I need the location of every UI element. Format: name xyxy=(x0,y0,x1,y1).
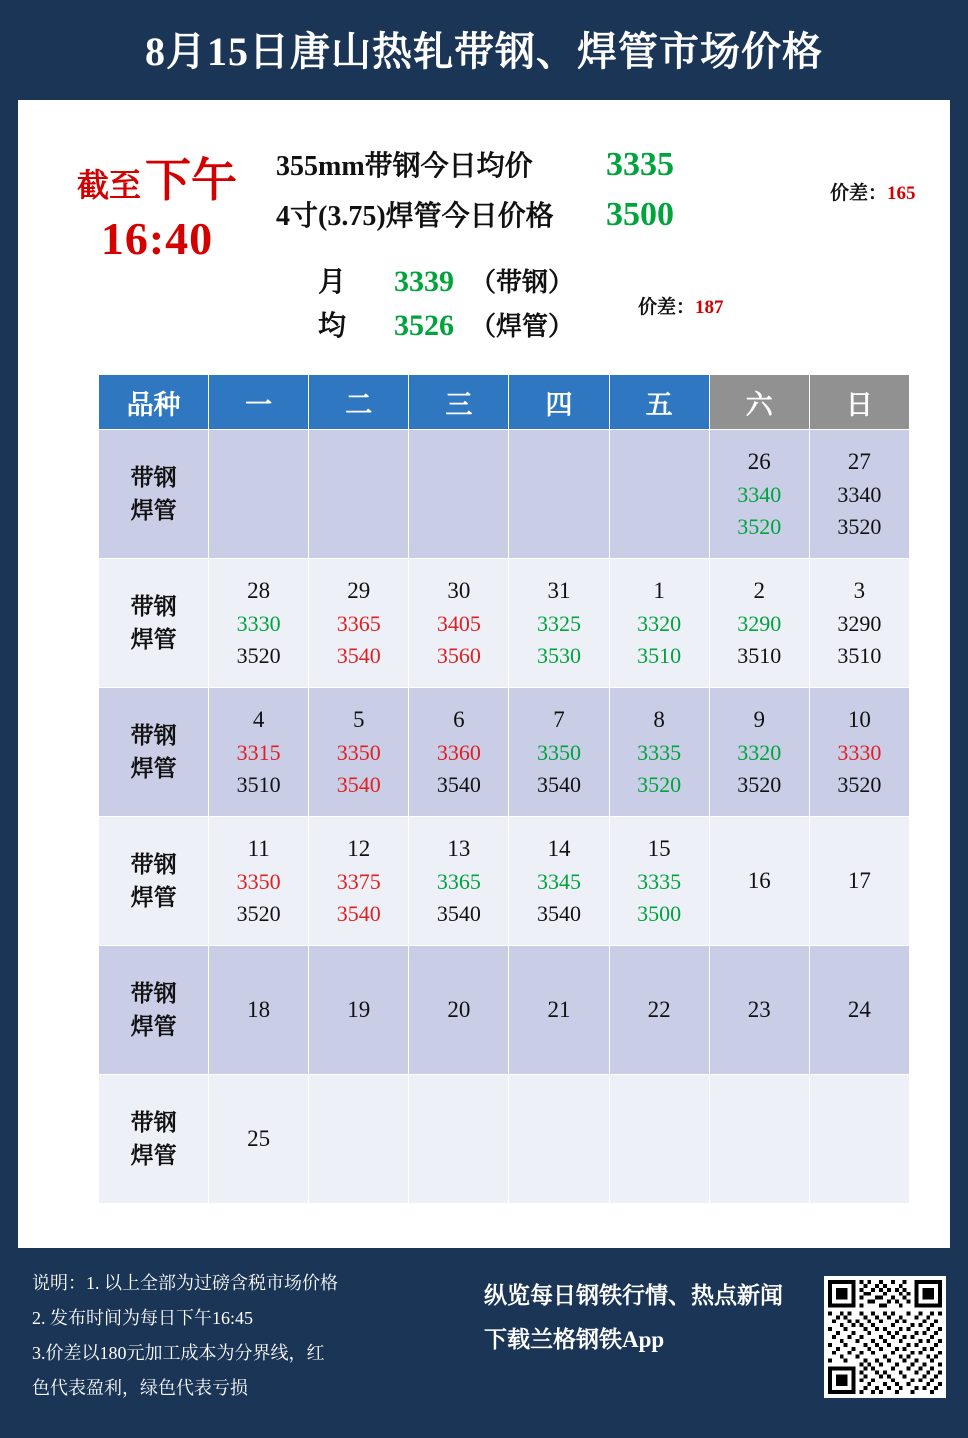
price-calendar-table xyxy=(98,374,910,1204)
cell-pipe-price: 3540 xyxy=(436,771,481,797)
cell-strip-price: 3350 xyxy=(537,739,581,765)
cell-pipe-price: 3500 xyxy=(637,900,682,926)
cell-pipe-price: 3510 xyxy=(236,771,281,797)
cell-day: 6 xyxy=(453,707,465,733)
price-cell xyxy=(609,430,709,559)
price-cell xyxy=(609,688,709,817)
cell-day: 29 xyxy=(347,578,371,604)
cell-day: 13 xyxy=(447,836,471,862)
table-row xyxy=(99,430,910,559)
price-cell xyxy=(309,1075,409,1204)
cell-strip-price: 3335 xyxy=(637,868,682,894)
today-price-rows xyxy=(276,144,836,244)
cell-strip-price: 3290 xyxy=(837,610,882,636)
price-cell xyxy=(609,946,709,1075)
footer-notes xyxy=(32,1266,502,1406)
summary-block xyxy=(18,100,950,352)
cell-strip-price: 3340 xyxy=(737,481,782,507)
price-cell xyxy=(809,817,909,946)
monthly-average-strip-unit: （带钢） xyxy=(470,268,575,297)
price-cell xyxy=(809,430,909,559)
cell-strip-price: 3405 xyxy=(436,610,481,636)
cell-day: 23 xyxy=(747,997,771,1023)
cell-pipe-price: 3520 xyxy=(236,642,281,668)
footer-note-4: 色代表盈利，绿色代表亏损 xyxy=(32,1378,248,1399)
price-cell xyxy=(309,559,409,688)
table-row xyxy=(99,817,910,946)
cell-pipe-price: 3520 xyxy=(236,900,281,926)
monthly-average-pipe-unit: （焊管） xyxy=(470,312,575,341)
qr-code[interactable] xyxy=(824,1276,946,1398)
cell-strip-price: 3345 xyxy=(537,868,581,894)
cell-day: 14 xyxy=(547,836,571,862)
footer xyxy=(18,1256,950,1422)
cell-pipe-price: 3540 xyxy=(336,771,381,797)
cell-strip-price: 3290 xyxy=(737,610,782,636)
price-cell xyxy=(409,817,509,946)
price-cell xyxy=(209,688,309,817)
cell-strip-price: 3320 xyxy=(737,739,782,765)
price-cell xyxy=(409,559,509,688)
table-row xyxy=(99,559,910,688)
cell-day: 20 xyxy=(447,997,471,1023)
table-column-header-1: 一 xyxy=(209,375,309,430)
table-header xyxy=(99,375,910,430)
monthly-average-pipe-value: 3526 xyxy=(394,309,454,342)
cell-strip-price: 3325 xyxy=(537,610,581,636)
price-cell xyxy=(709,688,809,817)
price-cell xyxy=(809,688,909,817)
cell-pipe-price: 3520 xyxy=(737,771,782,797)
monthly-price-difference xyxy=(638,292,724,319)
cutoff-prefix: 截至 xyxy=(76,167,141,203)
cell-day: 24 xyxy=(847,997,871,1023)
cutoff-period: 下午 xyxy=(145,155,237,206)
row-species-label: 带钢 焊管 xyxy=(99,430,209,559)
cell-day: 28 xyxy=(247,578,271,604)
cell-day: 2 xyxy=(753,578,765,604)
cell-strip-price: 3330 xyxy=(837,739,882,765)
row-species-label: 带钢 焊管 xyxy=(99,559,209,688)
promo-line-1: 纵览每日钢铁行情、热点新闻 xyxy=(484,1283,783,1308)
monthly-average-pipe-row xyxy=(318,304,574,348)
price-cell xyxy=(309,430,409,559)
cell-strip-price: 3315 xyxy=(236,739,281,765)
price-cell xyxy=(509,946,609,1075)
cell-strip-price: 3320 xyxy=(637,610,682,636)
table-row xyxy=(99,1075,910,1204)
content-card xyxy=(18,100,950,1248)
cell-strip-price: 3375 xyxy=(336,868,381,894)
price-cell xyxy=(809,946,909,1075)
cell-pipe-price: 3540 xyxy=(436,900,481,926)
monthly-average-strip-row xyxy=(318,260,574,304)
today-pipe-label: 4寸(3.75)焊管今日价格 xyxy=(276,201,554,232)
table-row xyxy=(99,688,910,817)
row-species-label: 带钢 焊管 xyxy=(99,817,209,946)
price-cell xyxy=(409,688,509,817)
cell-day: 16 xyxy=(747,868,771,894)
footer-promo xyxy=(484,1274,824,1361)
price-cell xyxy=(809,559,909,688)
cell-strip-price: 3340 xyxy=(837,481,882,507)
footer-note-1: 说明：1. 以上全部为过磅含税市场价格 xyxy=(32,1273,338,1293)
table-column-header-6: 六 xyxy=(709,375,809,430)
cell-day: 26 xyxy=(747,449,771,475)
price-cell xyxy=(209,946,309,1075)
today-strip-value: 3335 xyxy=(606,146,674,183)
monthly-average-strip-value: 3339 xyxy=(394,265,454,298)
page-title xyxy=(0,0,968,96)
monthly-difference-value: 187 xyxy=(695,297,724,318)
today-difference-label: 价差： xyxy=(830,183,888,204)
row-species-label: 带钢 焊管 xyxy=(99,946,209,1075)
cell-pipe-price: 3540 xyxy=(336,642,381,668)
monthly-average-key-2: 均 xyxy=(318,311,347,342)
cell-day: 9 xyxy=(753,707,765,733)
cell-day: 18 xyxy=(247,997,271,1023)
cell-pipe-price: 3530 xyxy=(537,642,581,668)
price-cell xyxy=(409,430,509,559)
price-cell xyxy=(709,817,809,946)
price-cell xyxy=(609,1075,709,1204)
price-cell xyxy=(509,1075,609,1204)
price-cell xyxy=(209,559,309,688)
cell-pipe-price: 3540 xyxy=(336,900,381,926)
price-cell xyxy=(509,688,609,817)
price-cell xyxy=(709,559,809,688)
price-cell xyxy=(309,817,409,946)
cell-day: 31 xyxy=(547,578,571,604)
cell-strip-price: 3350 xyxy=(236,868,281,894)
table-body xyxy=(99,430,910,1204)
cell-day: 15 xyxy=(647,836,671,862)
cell-pipe-price: 3510 xyxy=(837,642,882,668)
monthly-average-block xyxy=(318,260,574,348)
cell-pipe-price: 3510 xyxy=(737,642,782,668)
price-cell xyxy=(509,430,609,559)
cell-pipe-price: 3520 xyxy=(837,513,882,539)
cell-day: 3 xyxy=(853,578,866,604)
cell-day: 10 xyxy=(847,707,871,733)
cell-day: 25 xyxy=(247,1126,271,1152)
price-cell xyxy=(209,430,309,559)
table-row xyxy=(99,946,910,1075)
price-cell xyxy=(309,946,409,1075)
price-cell xyxy=(509,817,609,946)
monthly-average-key-1: 月 xyxy=(318,267,347,298)
cell-strip-price: 3360 xyxy=(436,739,481,765)
table-column-header-2: 二 xyxy=(309,375,409,430)
row-species-label: 带钢 焊管 xyxy=(99,1075,209,1204)
today-difference-value: 165 xyxy=(887,183,916,204)
cell-pipe-price: 3540 xyxy=(537,900,581,926)
price-cell xyxy=(409,946,509,1075)
cell-day: 1 xyxy=(653,578,665,604)
cell-strip-price: 3365 xyxy=(336,610,381,636)
price-cell xyxy=(709,946,809,1075)
footer-note-2: 2. 发布时间为每日下午16:45 xyxy=(32,1308,254,1329)
promo-line-2: 下载兰格钢铁App xyxy=(484,1326,665,1352)
cell-pipe-price: 3540 xyxy=(537,771,581,797)
table-column-header-3: 三 xyxy=(409,375,509,430)
cell-day: 8 xyxy=(653,707,665,733)
cell-pipe-price: 3560 xyxy=(436,642,481,668)
cell-day: 30 xyxy=(447,578,471,604)
cutoff-time-block xyxy=(52,155,262,264)
cell-pipe-price: 3520 xyxy=(737,513,782,539)
cell-day: 7 xyxy=(553,707,565,733)
today-price-difference xyxy=(830,178,916,205)
today-pipe-row xyxy=(276,194,836,244)
price-cell xyxy=(309,688,409,817)
table-column-header-7: 日 xyxy=(809,375,909,430)
cell-strip-price: 3365 xyxy=(436,868,481,894)
table-column-header-0: 品种 xyxy=(99,375,209,430)
footer-note-3: 3.价差以180元加工成本为分界线，红 xyxy=(32,1343,325,1364)
cell-pipe-price: 3520 xyxy=(837,771,882,797)
today-strip-row xyxy=(276,144,836,194)
price-cell xyxy=(209,817,309,946)
price-cell xyxy=(409,1075,509,1204)
table-column-header-4: 四 xyxy=(509,375,609,430)
row-species-label: 带钢 焊管 xyxy=(99,688,209,817)
table-header-row xyxy=(99,375,910,430)
cell-day: 5 xyxy=(353,707,365,733)
price-cell xyxy=(609,559,709,688)
qr-code-image xyxy=(828,1280,942,1394)
cell-day: 11 xyxy=(247,836,270,862)
today-pipe-value: 3500 xyxy=(606,196,674,233)
cell-pipe-price: 3520 xyxy=(637,771,682,797)
table-column-header-5: 五 xyxy=(609,375,709,430)
price-cell xyxy=(209,1075,309,1204)
price-cell xyxy=(609,817,709,946)
cell-strip-price: 3350 xyxy=(336,739,381,765)
cell-day: 17 xyxy=(847,868,871,894)
cutoff-clock: 16:40 xyxy=(100,213,214,264)
cell-strip-price: 3330 xyxy=(236,610,281,636)
cell-day: 4 xyxy=(252,707,265,733)
today-strip-label: 355mm带钢今日均价 xyxy=(276,151,533,182)
cell-day: 21 xyxy=(547,997,571,1023)
price-cell xyxy=(709,430,809,559)
cell-strip-price: 3335 xyxy=(637,739,682,765)
cell-pipe-price: 3510 xyxy=(637,642,682,668)
monthly-difference-label: 价差： xyxy=(638,297,696,318)
price-cell xyxy=(809,1075,909,1204)
cell-day: 27 xyxy=(847,449,871,475)
page-title-text: 8月15日唐山热轧带钢、焊管市场价格 xyxy=(145,28,823,74)
cell-day: 19 xyxy=(347,997,371,1023)
price-cell xyxy=(709,1075,809,1204)
cell-day: 12 xyxy=(347,836,371,862)
cell-day: 22 xyxy=(647,997,671,1023)
price-cell xyxy=(509,559,609,688)
